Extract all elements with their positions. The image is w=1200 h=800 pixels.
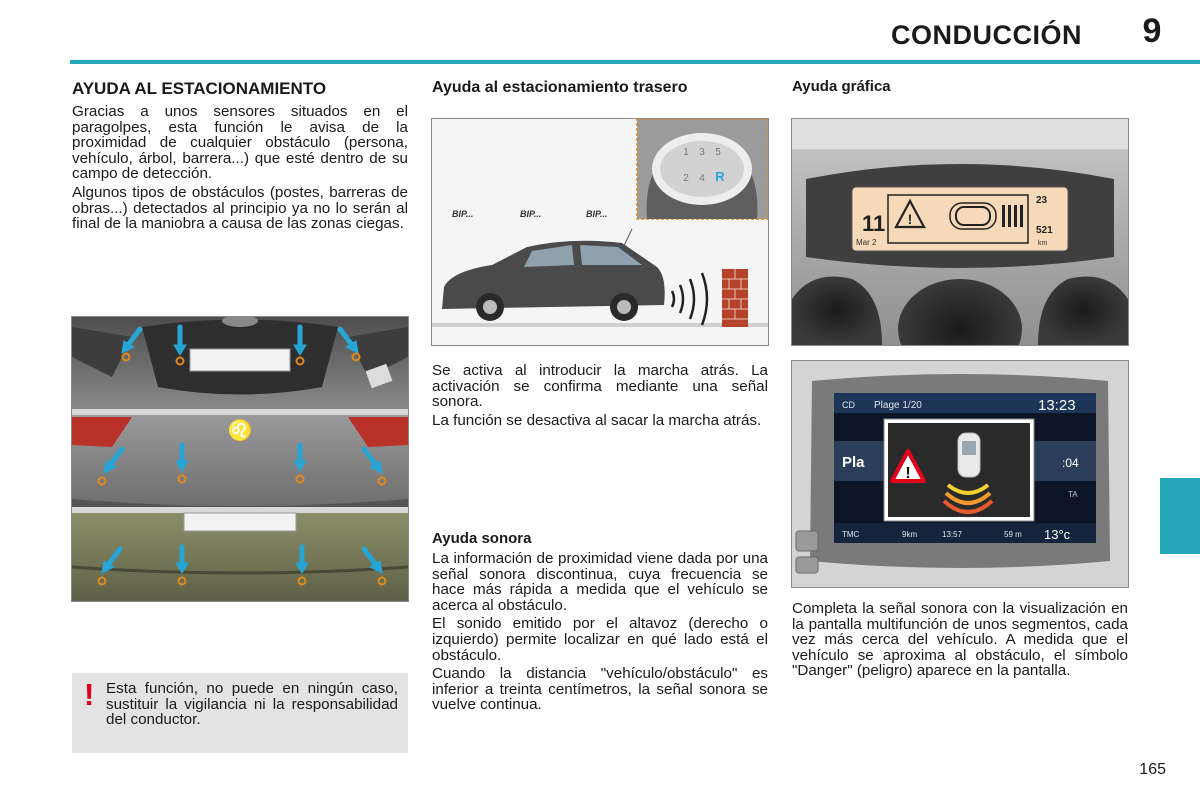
rear-assist-figure — [431, 118, 769, 346]
section-title: AYUDA AL ESTACIONAMIENTO — [72, 79, 327, 98]
cluster-display-image — [792, 119, 1128, 345]
display-partial-right: :04 — [1062, 456, 1079, 470]
rear-assist-title: Ayuda al estacionamiento trasero — [432, 79, 688, 96]
sound-assist-text — [432, 551, 768, 716]
rear-assist-image — [432, 119, 768, 345]
cluster-temp: 23 — [1036, 195, 1048, 206]
cluster-left-value: 11 — [862, 211, 886, 236]
display-source: CD — [842, 400, 855, 410]
display-status-km: 9km — [902, 530, 918, 539]
sensor-locations-image — [72, 317, 408, 601]
graphic-assist-text — [792, 601, 1128, 682]
intro-paragraph-2: Algunos tipos de obstáculos (postes, barreras de obras...) detectados al principio ya no lo serán al final de la maniobra a causa de las zonas ciegas. — [72, 183, 408, 233]
warning-mark-icon: ! — [84, 677, 95, 712]
cluster-unit: km — [1038, 240, 1048, 247]
display-partial-ta: TA — [1068, 490, 1078, 499]
cluster-date: Mar 2 — [856, 238, 877, 247]
cluster-range: 521 — [1036, 225, 1053, 236]
sound-paragraph-1: La información de proximidad viene dada por una señal sonora discontinua, cuya frecuencia se hace más rápida a medida que el vehículo se acerca al obstáculo. — [432, 550, 768, 614]
multifunction-display-image — [792, 361, 1128, 587]
sound-assist-title: Ayuda sonora — [432, 530, 532, 547]
graphic-paragraph: Completa la señal sonora con la visualización en la pantalla multifunción de unos segmentos, cada vez más cerca del vehículo. A medida que el vehículo se aproxima al obstáculo, el símbolo "Danger" (peligro) aparece en la pantalla. — [792, 600, 1128, 680]
svg-text:♌: ♌ — [227, 420, 253, 442]
display-status-tmc: TMC — [842, 530, 860, 539]
warning-paragraph: Esta función, no puede en ningún caso, sustituir la vigilancia ni la responsabilidad del conductor. — [106, 680, 398, 729]
beep-label-2: BIP... — [520, 209, 542, 219]
header-rule — [70, 60, 1200, 64]
display-track: Plage 1/20 — [874, 400, 922, 411]
gear-1: 1 — [683, 147, 689, 158]
gear-reverse: R — [715, 169, 725, 184]
rear-paragraph-2: La función se desactiva al sacar la marcha atrás. — [432, 411, 762, 429]
svg-text:!: ! — [907, 211, 913, 227]
display-partial-left: Pla — [842, 454, 865, 471]
display-temperature: 13°c — [1044, 527, 1071, 542]
chapter-number: 9 — [1142, 12, 1162, 50]
beep-label-1: BIP... — [452, 209, 474, 219]
gear-4: 4 — [699, 173, 705, 184]
section-intro — [72, 104, 408, 235]
intro-paragraph-1: Gracias a unos sensores situados en el paragolpes, esta función le avisa de la proximidad de cualquier obstáculo (persona, vehículo, árbol, barrera...) que esté dentro de su campo de detección. — [72, 103, 408, 183]
gear-2: 2 — [683, 173, 689, 184]
sound-paragraph-2: El sonido emitido por el altavoz (derecho o izquierdo) permite localizar en qué lado está el obstáculo. — [432, 615, 768, 664]
svg-text:!: ! — [905, 465, 911, 482]
sound-paragraph-3: Cuando la distancia "vehículo/obstáculo" es inferior a treinta centímetros, la señal sonora se vuelve continua. — [432, 665, 768, 714]
sensor-locations-figure — [71, 316, 409, 602]
cluster-display-figure — [791, 118, 1129, 346]
display-status-dist: 59 m — [1004, 530, 1022, 539]
graphic-assist-title: Ayuda gráfica — [792, 78, 891, 95]
beep-label-3: BIP... — [586, 209, 608, 219]
gear-5: 5 — [715, 147, 721, 158]
display-time: 13:23 — [1038, 397, 1076, 414]
chapter-side-tab — [1160, 478, 1200, 554]
gear-3: 3 — [699, 147, 705, 158]
rear-paragraph-1: Se activa al introducir la marcha atrás. La activación se confirma mediante una señal sonora. — [432, 362, 768, 411]
page-number: 165 — [1139, 761, 1166, 778]
chapter-title: CONDUCCIÓN — [891, 20, 1082, 50]
display-status-time: 13:57 — [942, 530, 963, 539]
multifunction-display-figure — [791, 360, 1129, 588]
warning-text — [106, 681, 398, 728]
rear-assist-text — [432, 363, 768, 431]
